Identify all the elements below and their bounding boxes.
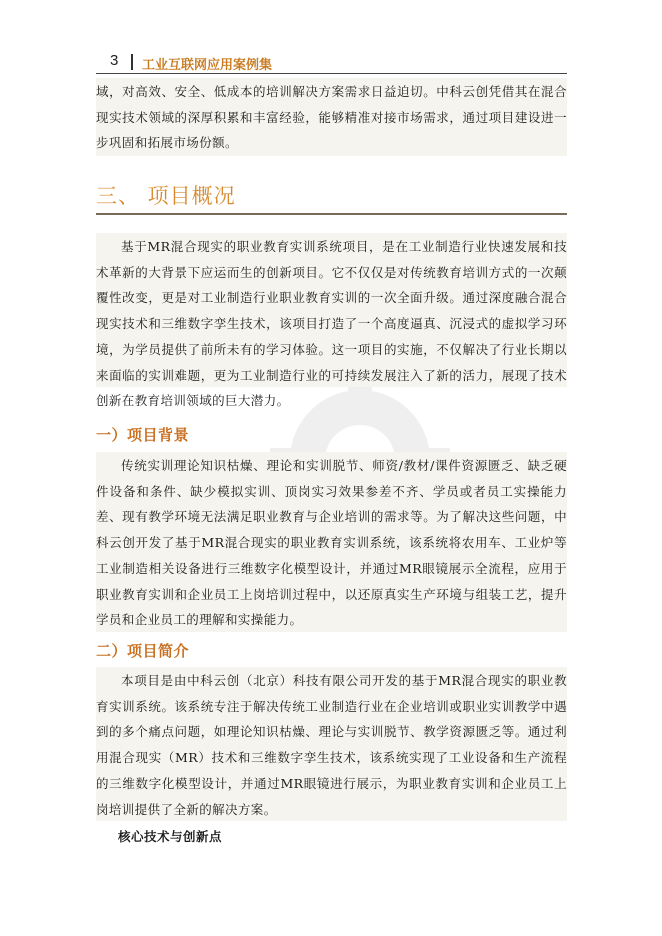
header-divider [131, 54, 133, 70]
core-tech-heading: 核心技术与创新点 [118, 829, 223, 844]
background-heading: 一）项目背景 [96, 426, 190, 444]
section-rule [96, 213, 567, 215]
intro-paragraph: 域，对高效、安全、低成本的培训解决方案需求日益迫切。中科云创凭借其在混合现实技术领域的深厚积累和丰富经验，能够精准对接市场需求，通过项目建设进一步巩固和拓展市场份额。 [96, 84, 567, 151]
project-intro-paragraph: 本项目是由中科云创（北京）科技有限公司开发的基于MR混合现实的职业教育实训系统。该系统专注于解决传统工业制造行业在企业培训或职业实训教学中遇到的多个痛点问题，如理论知识枯燥、理论与实训脱节、教学资源匮乏等。通过利用混合现实（MR）技术和三维数字孪生技术，该系统实现了工业设备和生产流程的三维数字化模型设计，并通过MR眼镜进行展示，为职业教育实训和企业员工上岗培训提供了全新的解决方案。 [96, 673, 567, 817]
project-intro-heading: 二）项目简介 [96, 642, 190, 660]
background-paragraph: 传统实训理论知识枯燥、理论和实训脱节、师资/教材/课件资源匮乏、缺乏硬件设备和条件、缺少模拟实训、顶岗实习效果参差不齐、学员或者员工实操能力差、现有教学环境无法满足职业教育与企业培训的需求等。为了解决这些问题，中科云创开发了基于MR混合现实的职业教育实训系统，该系统将农用车、工业炉等工业制造相关设备进行三维数字化模型设计，并通过MR眼镜展示全流程，应用于职业教育实训和企业员工上岗培训过程中，以还原真实生产环境与组装工艺，提升学员和企业员工的理解和实操能力。 [96, 458, 567, 628]
section-title: 三、 项目概况 [96, 184, 236, 208]
page-number: 3 [110, 52, 119, 69]
book-title: 工业互联网应用案例集 [142, 58, 273, 73]
overview-paragraph: 基于MR混合现实的职业教育实训系统项目，是在工业制造行业快速发展和技术革新的大背景下应运而生的创新项目。它不仅仅是对传统教育培训方式的一次颠覆性改变，更是对工业制造行业职业教育实训的一次全面升级。通过深度融合混合现实技术和三维数字孪生技术，该项目打造了一个高度逼真、沉浸式的虚拟学习环境，为学员提供了前所未有的学习体验。这一项目的实施，不仅解决了行业长期以来面临的实训难题，更为工业制造行业的可持续发展注入了新的活力，展现了技术创新在教育培训领域的巨大潜力。 [96, 239, 567, 409]
header-rule [96, 73, 567, 74]
